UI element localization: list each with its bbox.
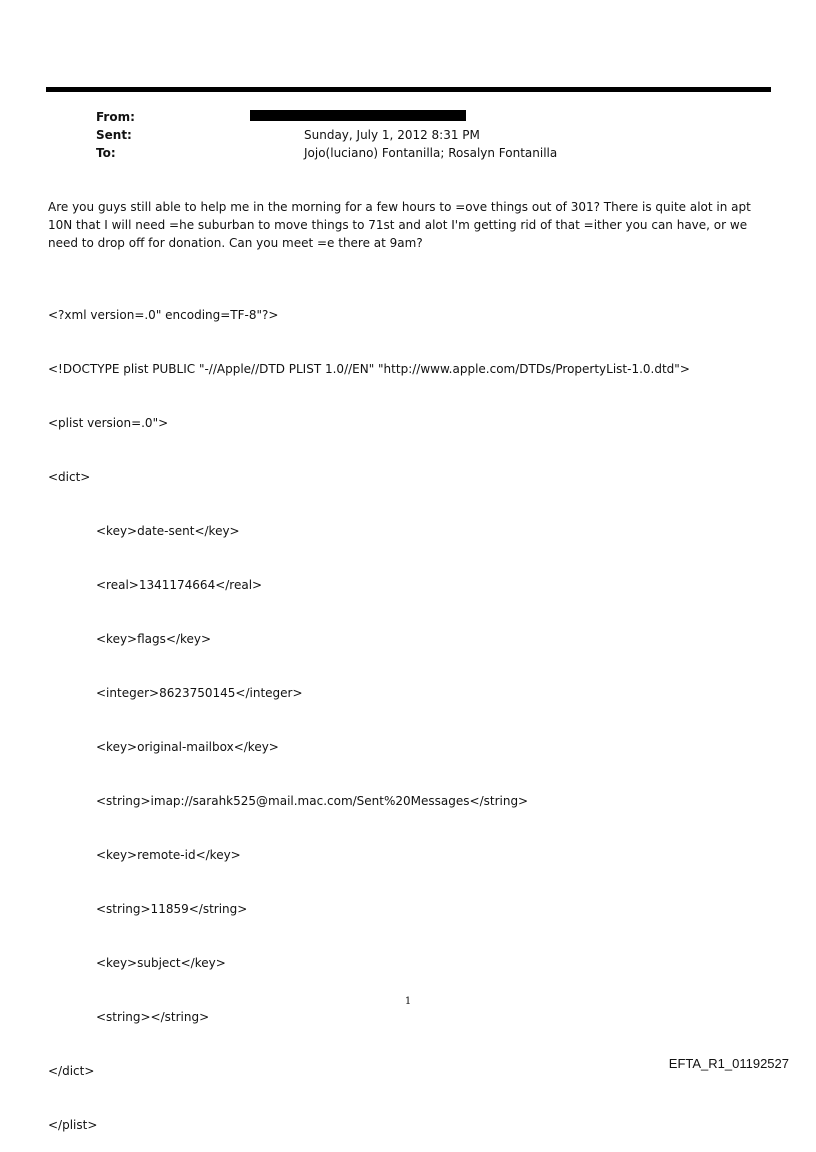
plist-line: <dict> [48, 470, 91, 484]
plist-line: <integer>8623750145</integer> [96, 686, 303, 700]
plist-line: </dict> [48, 1064, 95, 1078]
plist-line: <string>11859</string> [96, 902, 248, 916]
plist-line: <?xml version=.0" encoding=TF-8"?> [48, 308, 279, 322]
plist-line: <key>date-sent</key> [96, 524, 240, 538]
redaction-bar [250, 110, 466, 121]
to-label: To: [96, 146, 116, 160]
to-value: Jojo(luciano) Fontanilla; Rosalyn Fontanilla [304, 146, 558, 160]
plist-line: <key>subject</key> [96, 956, 226, 970]
header-rule [46, 87, 771, 92]
email-body: Are you guys still able to help me in the morning for a few hours to =ove things out of 301? There is quite alot in apt 10N that I will need =he suburban to move things to 71st and alot I'm getting rid of that =ither you can have, or we need to drop off for donation. Can you meet =e there at 9am? [48, 200, 751, 250]
plist-line: <key>original-mailbox</key> [96, 740, 279, 754]
sent-label: Sent: [96, 128, 132, 142]
from-label: From: [96, 110, 135, 124]
document-id: EFTA_R1_01192527 [668, 1056, 789, 1071]
plist-line: <key>flags</key> [96, 632, 212, 646]
sent-value: Sunday, July 1, 2012 8:31 PM [304, 128, 480, 142]
page-number: 1 [404, 996, 412, 1007]
plist-block [48, 270, 690, 1152]
plist-line: <key>remote-id</key> [96, 848, 241, 862]
plist-line: <real>1341174664</real> [96, 578, 263, 592]
plist-line: <plist version=.0"> [48, 416, 169, 430]
plist-line: </plist> [48, 1118, 98, 1132]
plist-line: <string>imap://sarahk525@mail.mac.com/Sent%20Messages</string> [96, 794, 529, 808]
plist-line: <string></string> [96, 1010, 210, 1024]
plist-line: <!DOCTYPE plist PUBLIC "-//Apple//DTD PLIST 1.0//EN" "http://www.apple.com/DTDs/PropertyList-1.0.dtd"> [48, 362, 690, 376]
